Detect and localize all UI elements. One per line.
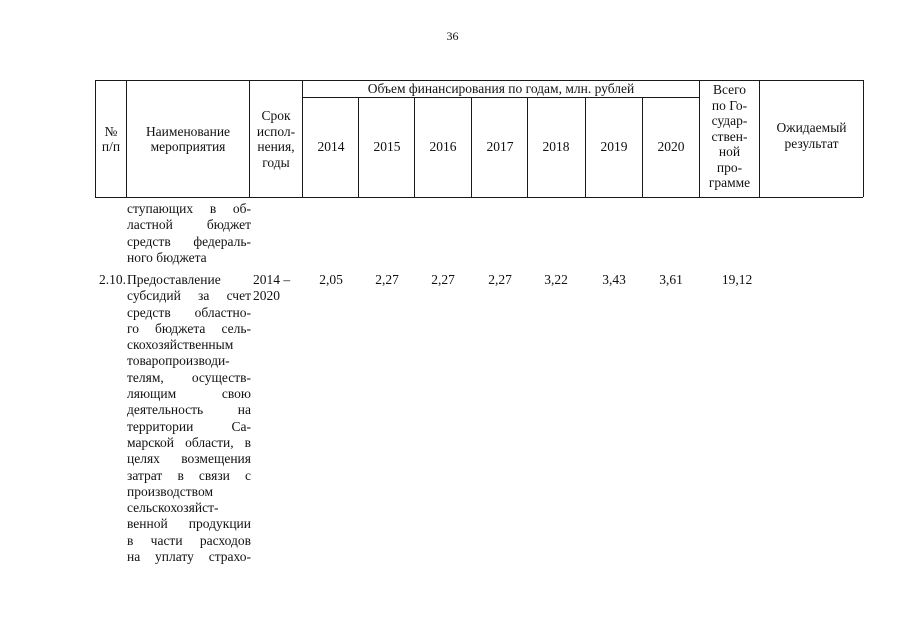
row-name-line: телям, осуществ-: [127, 369, 251, 385]
header-name: [127, 81, 249, 197]
header-year: 2015: [373, 139, 401, 154]
continuation-text: [127, 201, 251, 266]
row-name-line: территории Са-: [127, 418, 251, 434]
financing-divider: [302, 97, 699, 98]
header-bottom-border: [95, 197, 863, 198]
row-name-line: затрат в связи с: [127, 467, 251, 483]
continuation-line: ластной бюджет: [127, 217, 251, 233]
row-value: 3,22: [544, 272, 568, 287]
row-value: 3,61: [659, 272, 683, 287]
header-result-line: результат: [784, 135, 839, 151]
header-total-line: Всего: [712, 82, 747, 97]
header-total-line: грамме: [708, 175, 751, 190]
row-value: 2,27: [431, 272, 455, 287]
row-term-line: 2020: [253, 288, 280, 304]
header-name-line: Наименование: [145, 123, 231, 139]
header-term-line: испол-: [256, 123, 296, 139]
header-result: [760, 81, 863, 197]
vline-6: [863, 80, 864, 197]
header-total-line: про-: [716, 159, 743, 175]
row-name-line: на уплату страхо-: [127, 549, 251, 565]
header-term-line: нения,: [257, 139, 295, 154]
page-number: 36: [446, 29, 459, 43]
row-name-line: товаропроизводи-: [127, 353, 230, 369]
header-name-line: мероприятия: [150, 139, 226, 154]
header-number-line: №: [104, 123, 118, 139]
continuation-line: ного бюджета: [127, 249, 207, 265]
header-year: 2020: [657, 139, 685, 154]
continuation-line: средств федераль-: [127, 233, 251, 249]
row-value: 2,05: [319, 272, 343, 287]
header-year: 2019: [600, 139, 628, 154]
row-name-line: марской области, в: [127, 434, 251, 450]
row-name-line: венной продукции: [127, 516, 251, 532]
row-term: [253, 272, 305, 305]
row-term-line: 2014 –: [253, 272, 291, 287]
header-number-line: п/п: [101, 139, 121, 154]
header-total-line: ствен-: [711, 128, 748, 144]
row-value: 3,43: [602, 272, 626, 287]
header-year: 2016: [429, 139, 457, 154]
row-name: [127, 272, 251, 565]
header-total: [700, 80, 759, 197]
row-name-line: Предоставление: [127, 272, 221, 287]
row-total: 19,12: [721, 272, 753, 287]
header-total-line: судар-: [711, 113, 748, 128]
row-value: 2,27: [375, 272, 399, 287]
header-total-line: ной: [718, 144, 741, 159]
row-name-line: целях возмещения: [127, 451, 251, 467]
header-year: 2014: [317, 139, 345, 154]
row-name-line: сельскохозяйст-: [127, 500, 219, 516]
row-name-line: деятельность на: [127, 402, 251, 418]
row-name-line: скохозяйственным: [127, 337, 234, 353]
row-name-line: субсидий за счет: [127, 288, 251, 304]
row-name-line: ляющим свою: [127, 386, 251, 402]
row-number: 2.10.: [99, 272, 126, 287]
header-year: 2017: [486, 139, 514, 154]
row-name-line: средств областно-: [127, 304, 251, 320]
header-financing: Объем финансирования по годам, млн. рублей: [367, 81, 635, 96]
row-value: 2,27: [488, 272, 512, 287]
row-name-line: в части расходов: [127, 532, 251, 548]
header-term: [250, 81, 302, 197]
header-term-line: годы: [262, 154, 290, 170]
header-result-line: Ожидаемый: [776, 120, 847, 135]
row-name-line: производством: [127, 483, 214, 499]
header-number: [96, 81, 126, 197]
header-year: 2018: [542, 139, 570, 154]
row-name-line: го бюджета сель-: [127, 320, 251, 336]
header-term-line: Срок: [261, 108, 291, 123]
continuation-line: ступающих в об-: [127, 201, 251, 216]
header-total-line: по Го-: [711, 97, 748, 113]
